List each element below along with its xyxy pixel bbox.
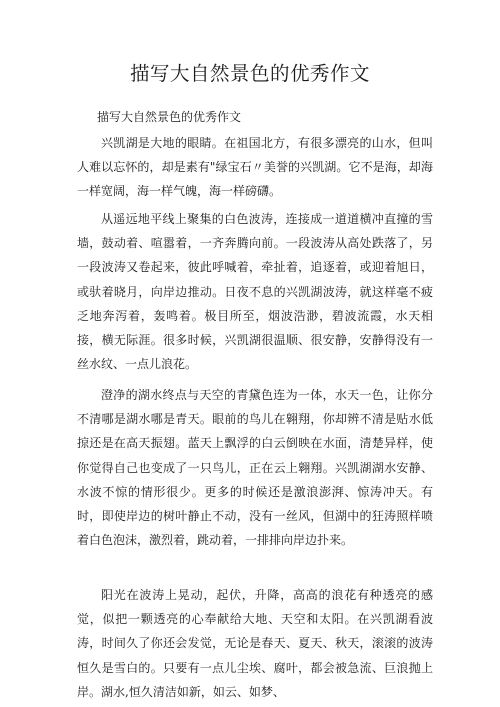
document-subtitle: 描写大自然景色的优秀作文: [97, 110, 242, 124]
paragraph-1: 兴凯湖是大地的眼睛。在祖国北方，有很多漂亮的山水，但叫人难以忘怀的，却是素有"绿宝石〃美誉的兴凯湖。它不是海，却海一样宽阔，海一样气魄，海一样磅礴。: [77, 136, 433, 199]
paragraph-4: 阳光在波涛上晃动，起伏，升降，高高的浪花有种透亮的感觉，似把一颗透亮的心奉献给大地、天空和太阳。在兴凯湖看波涛，时间久了你还会发觉，无论是春天、夏天、秋天，滚滚的波涛恒久是雪白的。只要有一点儿尘埃、腐叶，都会被急流、巨浪抛上岸。湖水,恒久清洁如新，如云、如梦、: [77, 588, 433, 699]
document-title: 描写大自然景色的优秀作文: [129, 62, 370, 85]
paragraph-3: 澄净的湖水终点与天空的青黛色连为一体，水天一色，让你分不清哪是湖水哪是青天。眼前的鸟儿在翱翔，你却辨不清是贴水低掠还是在高天振翅。蓝天上飘浮的白云倒映在水面，清楚异样，使你觉得自己也变成了一只鸟儿，正在云上翱翔。兴凯湖湖水安静、水波不惊的情形很少。更多的时候还是激浪澎湃、惊涛冲天。有时，即使岸边的树叶静止不动，没有一丝风，但湖中的狂涛照样喷着白色泡沫，激烈着，跳动着，一排排向岸边扑来。: [77, 388, 433, 548]
paragraph-2: 从遥远地平线上聚集的白色波涛，连接成一道道横冲直撞的雪墙，鼓动着、喧嚣着，一齐奔腾向前。一段波涛从高处跌落了，另一段波涛又卷起来，彼此呼喊着，牵扯着，追逐着，或迎着旭日，或驮着晓月，向岸边推动。日夜不息的兴凯湖波涛，就这样毫不疲乏地奔泻着，轰鸣着。极目所至，烟波浩渺，碧波流霞，水天相接，横无际涯。很多时候，兴凯湖很温顺、很安静，安静得没有一丝水纹、一点儿浪花。: [77, 212, 433, 372]
